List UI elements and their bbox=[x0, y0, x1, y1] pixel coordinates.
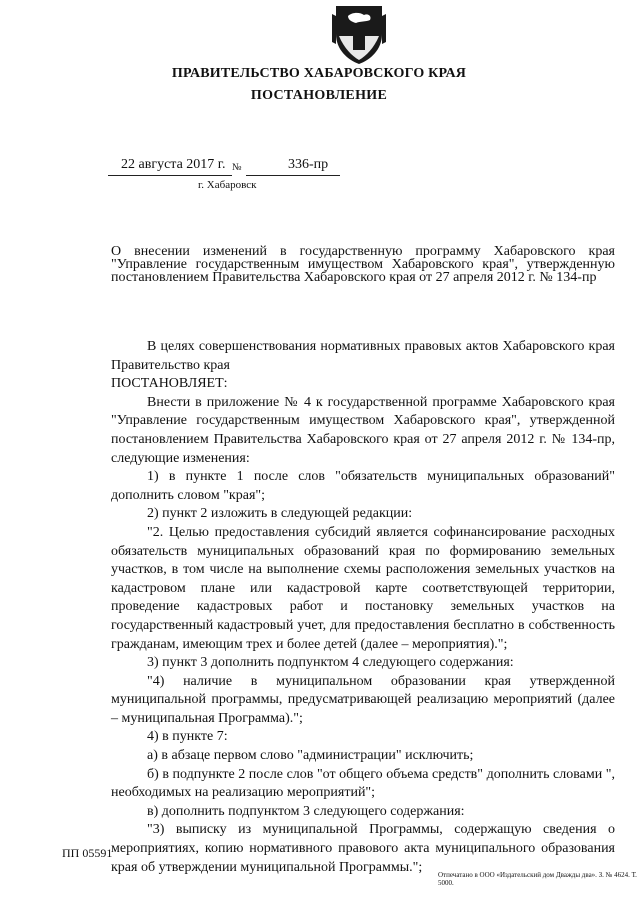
body-paragraph: 3) пункт 3 дополнить подпунктом 4 следующего содержания: bbox=[147, 655, 514, 671]
body-paragraph: "3) выписку из муниципальной Программы, содержащую сведения о мероприятиях, копию нормативного правового акта муниципального образования края об утверждении муниципальной Программы."; bbox=[111, 822, 615, 875]
printer-note: Отпечатано в ООО «Издательский дом Дважды два». З. № 4624. Т. 5000. bbox=[438, 871, 637, 887]
document-type: ПОСТАНОВЛЕНИЕ bbox=[250, 88, 388, 103]
document-body bbox=[111, 338, 615, 877]
document-date: 22 августа 2017 г. bbox=[121, 157, 226, 172]
body-paragraph: в) дополнить подпунктом 3 следующего содержания: bbox=[147, 803, 465, 819]
coat-of-arms-icon bbox=[330, 4, 388, 66]
body-paragraph: б) в подпункте 2 после слов "от общего объема средств" дополнить словами ", необходимых на реализацию мероприятий"; bbox=[111, 766, 615, 801]
document-number: 336-пр bbox=[288, 157, 329, 172]
body-paragraph: "4) наличие в муниципальном образовании края утвержденной муниципальной программы, предусматривающей реализацию мероприятий (далее – муниципальная Программа)."; bbox=[111, 673, 615, 726]
number-underline bbox=[246, 175, 340, 176]
document-code: ПП 05591 bbox=[62, 846, 113, 860]
body-paragraph: 2) пункт 2 изложить в следующей редакции: bbox=[147, 506, 413, 522]
body-paragraph: а) в абзаце первом слово "администрации" исключить; bbox=[147, 748, 474, 764]
date-underline bbox=[108, 175, 232, 176]
government-title: ПРАВИТЕЛЬСТВО ХАБАРОВСКОГО КРАЯ bbox=[171, 66, 467, 81]
document-subject: О внесении изменений в государственную программу Хабаровского края "Управление государственным имуществом Хабаровского края", утвержденную постановлением Правительства Хабаровского края от 27 апреля 2012 г. № 134-пр bbox=[111, 244, 615, 285]
number-label: № bbox=[232, 162, 242, 173]
body-paragraph: 4) в пункте 7: bbox=[147, 729, 228, 745]
intro-paragraph: В целях совершенствования нормативных правовых актов Хабаровского края Правительство края bbox=[111, 339, 615, 373]
body-paragraph: 1) в пункте 1 после слов "обязательств муниципальных образований" дополнить словом "края"; bbox=[111, 469, 615, 503]
body-paragraph: "2. Целью предоставления субсидий является софинансирование расходных обязательств муниципальных образований края по формированию земельных участков, в том числе на выполнение схемы расположения земельных участков на кадастровом плане или кадастровой карте соответствующей территории, проведение кадастровых работ и постановку земельных участков на государственный кадастровый учет, для предоставления бесплатно в собственность гражданам, имеющим трех и более детей (далее – мероприятия)."; bbox=[111, 524, 615, 652]
resolves-heading: ПОСТАНОВЛЯЕТ: bbox=[111, 376, 228, 392]
body-paragraph: Внести в приложение № 4 к государственной программе Хабаровского края "Управление государственным имуществом Хабаровского края", утвержденной постановлением Правительства Хабаровского края от 27 апреля 2012 г. № 134-пр, следующие изменения: bbox=[111, 394, 615, 466]
document-city: г. Хабаровск bbox=[198, 179, 257, 191]
